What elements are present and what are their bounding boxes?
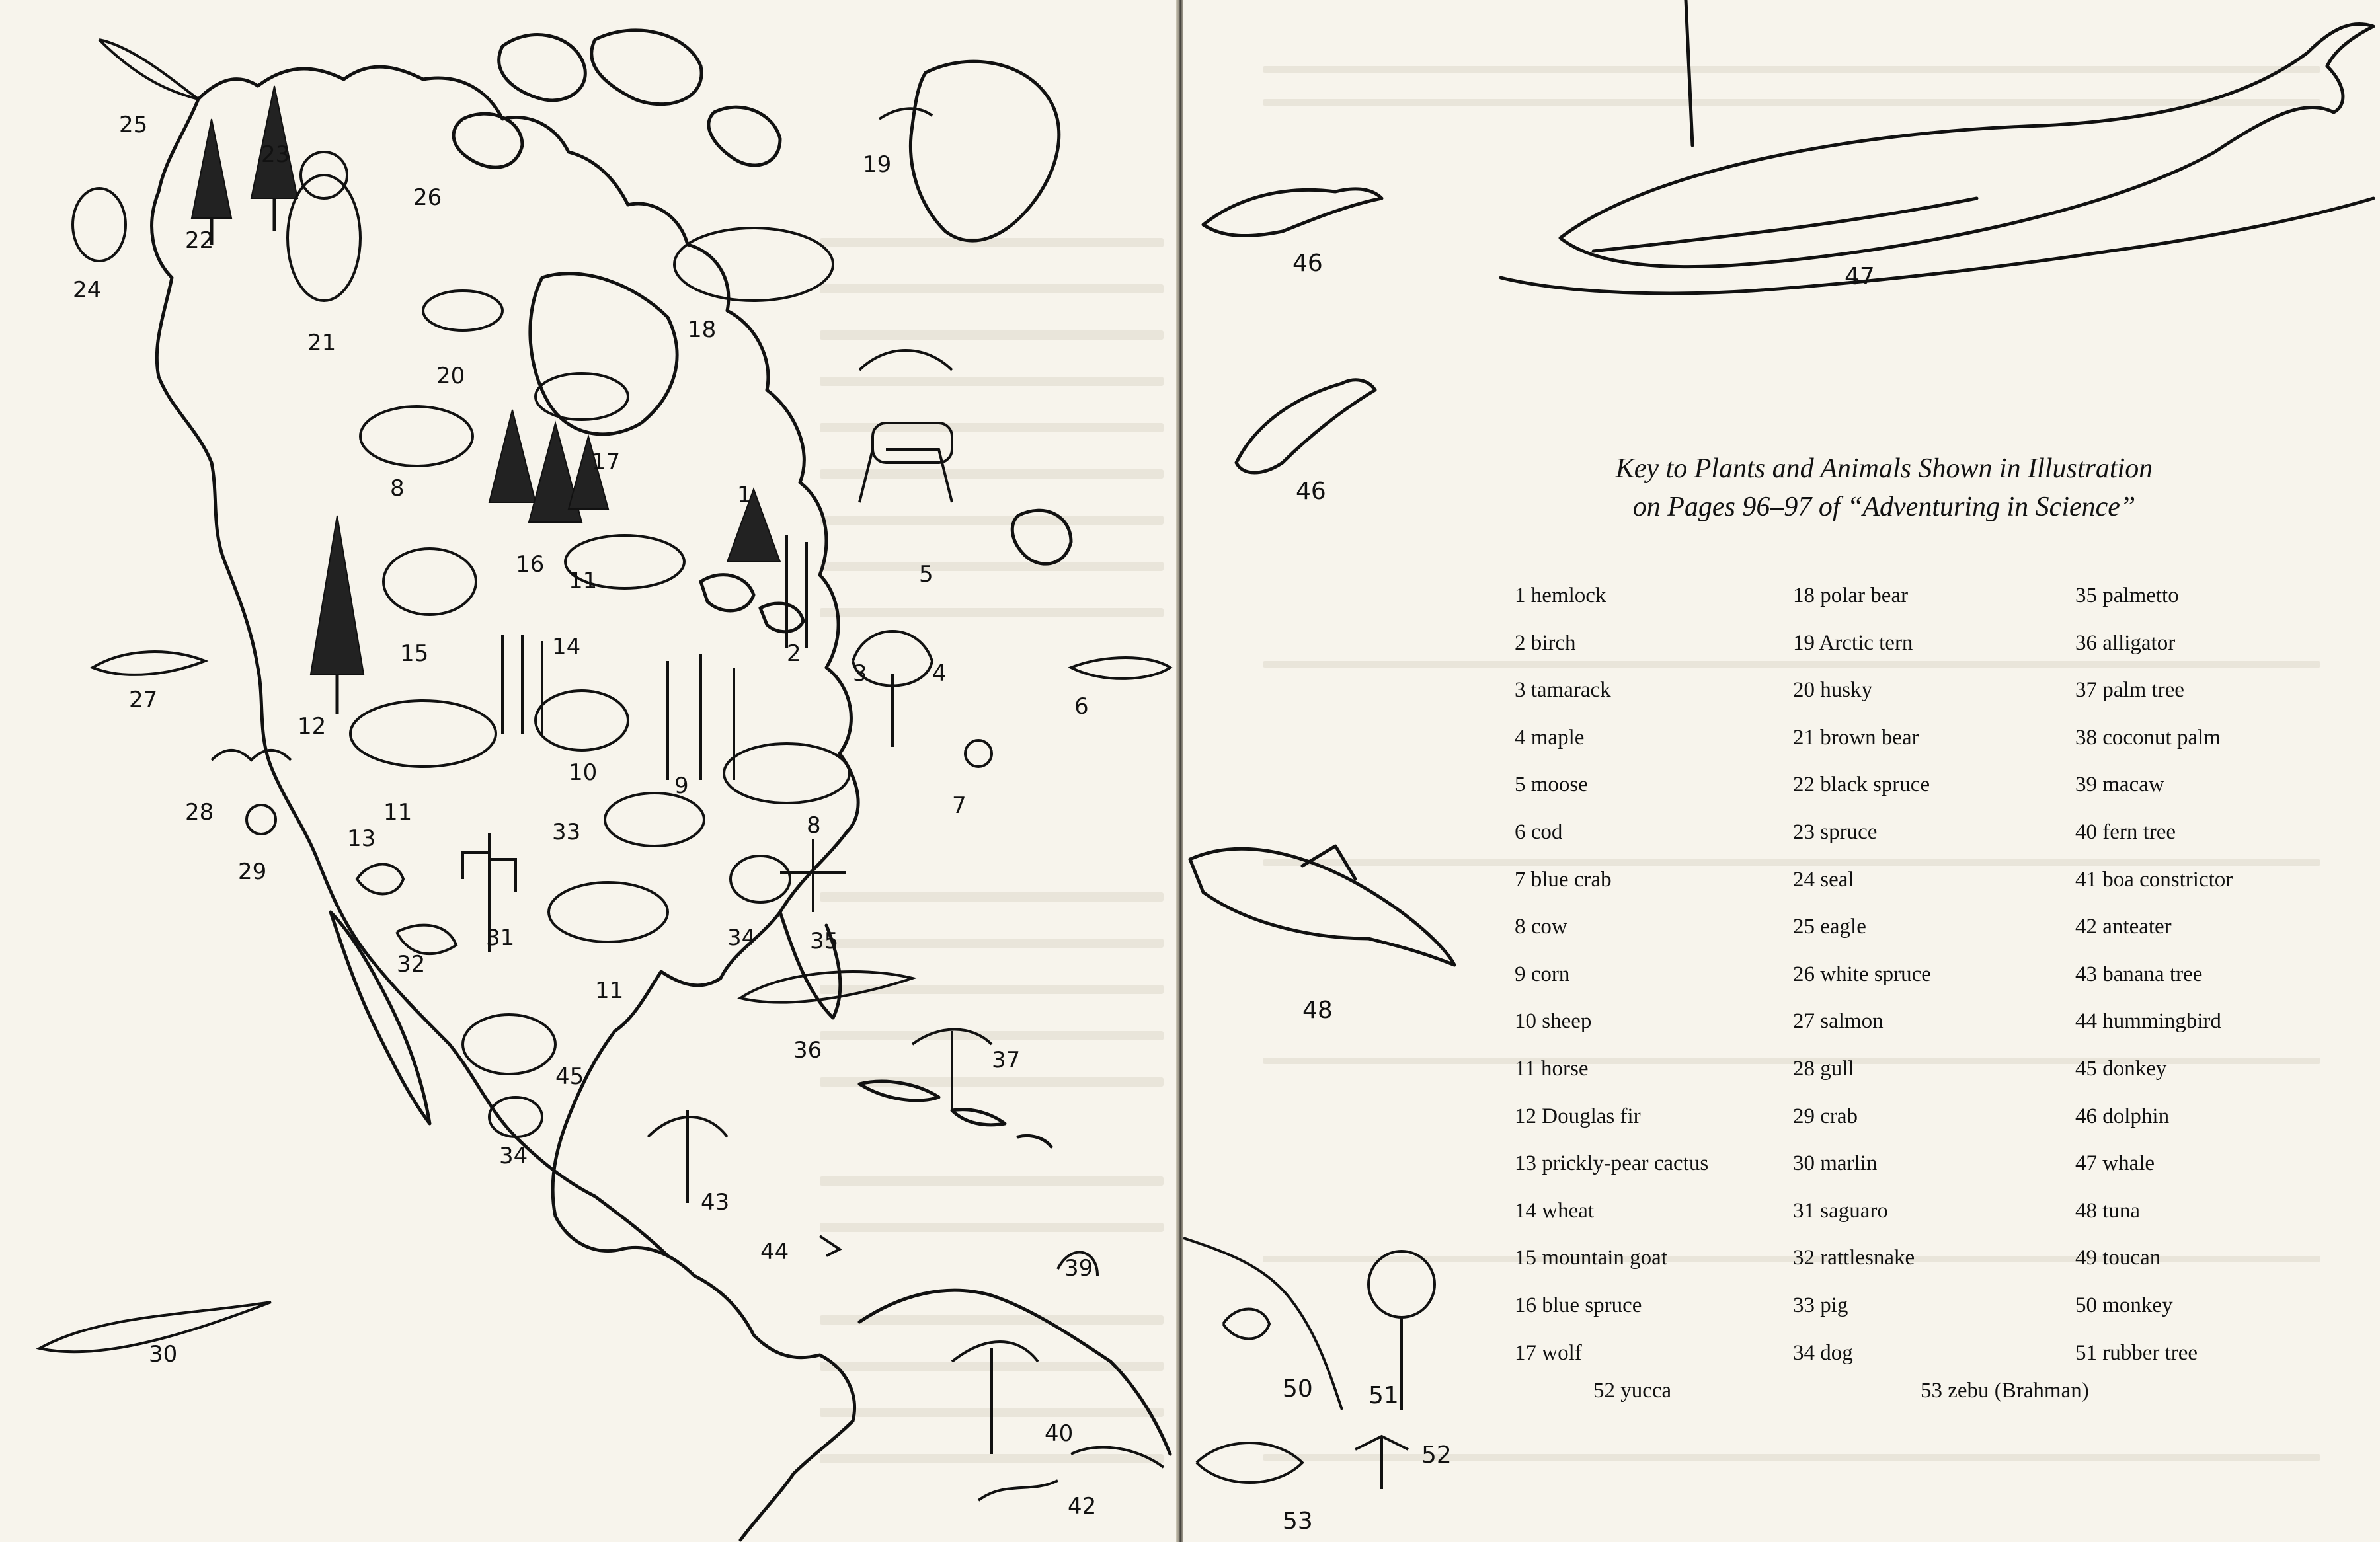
key-item: 5 moose (1515, 773, 1588, 797)
newfoundland (1012, 510, 1071, 564)
great-lakes (701, 575, 754, 611)
wolf-icon (536, 373, 628, 420)
hudson-bay (530, 274, 677, 434)
map-label: 11 (569, 568, 598, 594)
caribbean-island (1018, 1136, 1051, 1147)
key-item: 51 rubber tree (2075, 1340, 2198, 1365)
cod-icon (1071, 658, 1170, 679)
spruce-tree-icon (192, 119, 231, 218)
dolphin-icon (1203, 189, 1382, 236)
sheep-icon (536, 691, 628, 750)
husky-icon (423, 291, 502, 330)
map-label: 3 (853, 660, 867, 687)
blue-crab-icon (965, 740, 992, 767)
west-coast (152, 99, 668, 1256)
right-page-key (1183, 0, 2380, 1542)
map-label: 21 (307, 330, 337, 356)
key-item: 20 husky (1793, 678, 1873, 703)
key-item: 40 fern tree (2075, 820, 2176, 844)
map-label: 16 (516, 551, 545, 578)
map-label: 26 (413, 184, 442, 211)
map-label: 30 (149, 1341, 178, 1368)
map-label: 11 (383, 799, 413, 826)
key-item: 12 Douglas fir (1515, 1104, 1641, 1128)
map-label: 51 (1368, 1382, 1399, 1409)
arctic-island (709, 107, 780, 165)
key-item: 6 cod (1515, 820, 1563, 844)
map-label: 19 (863, 151, 892, 178)
key-item: 24 seal (1793, 867, 1854, 892)
key-item: 46 dolphin (2075, 1104, 2170, 1128)
key-item: 49 toucan (2075, 1246, 2161, 1270)
great-lakes (760, 603, 803, 632)
key-item: 44 hummingbird (2075, 1009, 2221, 1034)
key-item: 48 tuna (2075, 1198, 2141, 1223)
map-label: 8 (390, 475, 405, 502)
map-label: 22 (185, 227, 214, 254)
key-title-line1: Key to Plants and Animals Shown in Illustration (1615, 453, 2153, 484)
boa-constrictor-icon (978, 1481, 1058, 1500)
seal-icon (73, 188, 126, 261)
hemlock-icon (727, 489, 780, 562)
monkey-icon (1223, 1309, 1269, 1339)
key-item: 38 coconut palm (2075, 725, 2221, 750)
map-label: 13 (347, 826, 376, 852)
map-label: 44 (760, 1239, 789, 1265)
map-label: 46 (1296, 478, 1326, 505)
yucca-icon (1355, 1436, 1408, 1489)
coastline (1183, 1238, 1342, 1410)
map-label: 50 (1283, 1375, 1313, 1403)
palm-tree-icon (912, 1030, 992, 1111)
key-item: 17 wolf (1515, 1340, 1582, 1365)
map-label: 33 (552, 819, 581, 845)
map-label: 52 (1421, 1442, 1452, 1469)
arctic-tern-icon (879, 108, 932, 119)
cow-icon (360, 406, 473, 466)
tuna-icon (1190, 849, 1454, 965)
horse-icon (549, 882, 668, 942)
map-label: 8 (807, 812, 821, 839)
map-label: 9 (674, 773, 689, 799)
key-item: 31 saguaro (1793, 1198, 1888, 1223)
map-label: 1 (737, 482, 752, 508)
key-item: 18 polar bear (1793, 584, 1909, 607)
salmon-icon (93, 652, 205, 675)
polar-bear-icon (674, 228, 833, 301)
crab-icon (247, 805, 276, 834)
map-label: 28 (185, 799, 214, 826)
maple-icon (853, 631, 932, 747)
key-item: 7 blue crab (1515, 867, 1612, 892)
key-item: 23 spruce (1793, 820, 1878, 844)
dolphin-icon (1236, 380, 1375, 473)
map-label: 11 (595, 978, 624, 1004)
left-page-map (0, 0, 1176, 1542)
map-label: 40 (1045, 1420, 1074, 1447)
key-item: 53 zebu (Brahman) (1921, 1379, 2089, 1403)
rattlesnake-icon (397, 925, 456, 954)
key-item: 43 banana tree (2075, 962, 2203, 986)
key-item: 28 gull (1793, 1056, 1854, 1081)
map-label: 35 (810, 928, 839, 954)
map-label: 29 (238, 859, 267, 885)
key-item: 25 eagle (1793, 915, 1866, 939)
corn-icon (668, 654, 734, 780)
key-item: 14 wheat (1515, 1198, 1595, 1223)
map-label: 24 (73, 277, 102, 303)
key-item: 30 marlin (1793, 1151, 1878, 1176)
horse-icon (350, 701, 496, 767)
map-label: 12 (298, 713, 327, 740)
key-item: 22 black spruce (1793, 773, 1930, 797)
key-item: 34 dog (1793, 1340, 1853, 1365)
key-item: 33 pig (1793, 1293, 1848, 1317)
brown-bear-icon (288, 175, 360, 301)
key-item: 16 blue spruce (1515, 1293, 1642, 1317)
key-item: 47 whale (2075, 1151, 2155, 1176)
book-gutter (1176, 0, 1183, 1542)
map-label: 4 (932, 660, 947, 687)
map-label: 14 (552, 634, 581, 660)
key-item: 19 Arctic tern (1793, 631, 1913, 655)
rubber-tree-icon (1368, 1251, 1435, 1317)
greenland (910, 61, 1058, 241)
map-label: 15 (400, 640, 429, 667)
jungle-illustration (1183, 1238, 1452, 1542)
gull-icon (212, 750, 291, 760)
key-item: 36 alligator (2075, 631, 2176, 655)
key-title-line2: on Pages 96–97 of “Adventuring in Science” (1632, 492, 2136, 522)
key-item: 42 anteater (2075, 915, 2172, 939)
map-label: 39 (1064, 1255, 1093, 1282)
douglas-fir-icon (311, 516, 364, 674)
map-label: 53 (1283, 1508, 1313, 1535)
map-label: 34 (727, 925, 756, 951)
map-label: 36 (793, 1037, 822, 1063)
key-item: 1 hemlock (1515, 584, 1606, 607)
map-label: 47 (1844, 263, 1875, 290)
key-item: 13 prickly-pear cactus (1515, 1151, 1709, 1176)
donkey-icon (463, 1015, 555, 1074)
caribbean-island (859, 1081, 939, 1100)
key-column-1 (1515, 572, 1708, 1377)
key-column-3 (2075, 572, 2233, 1377)
spruce-tree-icon (489, 410, 536, 502)
south-america-coast (859, 1290, 1170, 1454)
map-label: 46 (1292, 250, 1323, 277)
map-label: 43 (701, 1189, 730, 1215)
pig-icon (605, 793, 704, 846)
key-item: 27 salmon (1793, 1009, 1884, 1034)
map-label: 20 (436, 363, 465, 389)
map-label: 10 (569, 759, 598, 786)
key-item: 15 mountain goat (1515, 1246, 1667, 1270)
key-title (1521, 449, 2248, 526)
cow-icon (724, 744, 850, 803)
map-label: 45 (555, 1063, 584, 1090)
key-item: 50 monkey (2075, 1293, 2173, 1317)
map-label: 6 (1074, 693, 1089, 720)
arctic-island (454, 114, 522, 167)
map-label: 17 (592, 449, 621, 475)
mountain-goat-icon (383, 549, 476, 615)
key-item: 2 birch (1515, 631, 1576, 655)
map-label: 25 (119, 112, 148, 138)
map-label: 42 (1068, 1493, 1097, 1520)
map-label: 2 (787, 640, 801, 667)
eagle-icon (99, 40, 198, 99)
key-item: 37 palm tree (2075, 678, 2184, 703)
map-label: 18 (688, 317, 717, 343)
moose-icon (859, 350, 952, 502)
map-label: 34 (499, 1143, 528, 1169)
key-item: 11 horse (1515, 1056, 1589, 1081)
key-item: 41 boa constrictor (2075, 867, 2233, 892)
key-item: 9 corn (1515, 962, 1570, 986)
key-item: 26 white spruce (1793, 962, 1931, 986)
alligator-icon (740, 972, 912, 1003)
fern-tree-icon (952, 1342, 1038, 1454)
dog-icon (731, 856, 790, 902)
key-item: 3 tamarack (1515, 678, 1611, 703)
map-label: 48 (1302, 997, 1333, 1024)
caribbean-island (952, 1110, 1005, 1125)
arctic-island (499, 35, 586, 100)
key-item: 32 rattlesnake (1793, 1246, 1915, 1270)
key-item: 35 palmetto (2075, 584, 2179, 607)
north-america-map (0, 0, 1176, 1542)
key-item: 4 maple (1515, 725, 1585, 750)
baja-peninsula (331, 912, 430, 1124)
arctic-island (592, 30, 701, 104)
whale-icon (1560, 24, 2373, 266)
map-label: 37 (992, 1047, 1021, 1073)
map-label: 23 (261, 141, 290, 168)
key-item: 8 cow (1515, 915, 1567, 939)
continent-outline (198, 67, 858, 1540)
key-column-2 (1793, 572, 1931, 1377)
key-item: 29 crab (1793, 1104, 1858, 1128)
map-label: 31 (486, 925, 515, 951)
zebu-icon (1197, 1443, 1302, 1483)
prickly-pear-cactus-icon (357, 865, 403, 894)
jungle-number-labels (1283, 1375, 1452, 1535)
key-item: 39 macaw (2075, 773, 2164, 797)
map-label: 7 (952, 792, 967, 819)
key-item: 10 sheep (1515, 1009, 1592, 1034)
map-label: 32 (397, 951, 426, 978)
anteater-icon (1071, 1447, 1164, 1467)
map-label: 27 (129, 687, 158, 713)
map-label: 5 (919, 561, 933, 588)
hummingbird-icon (820, 1236, 840, 1256)
key-item: 21 brown bear (1793, 725, 1919, 750)
key-item: 52 yucca (1593, 1379, 1672, 1403)
key-item: 45 donkey (2075, 1056, 2167, 1081)
